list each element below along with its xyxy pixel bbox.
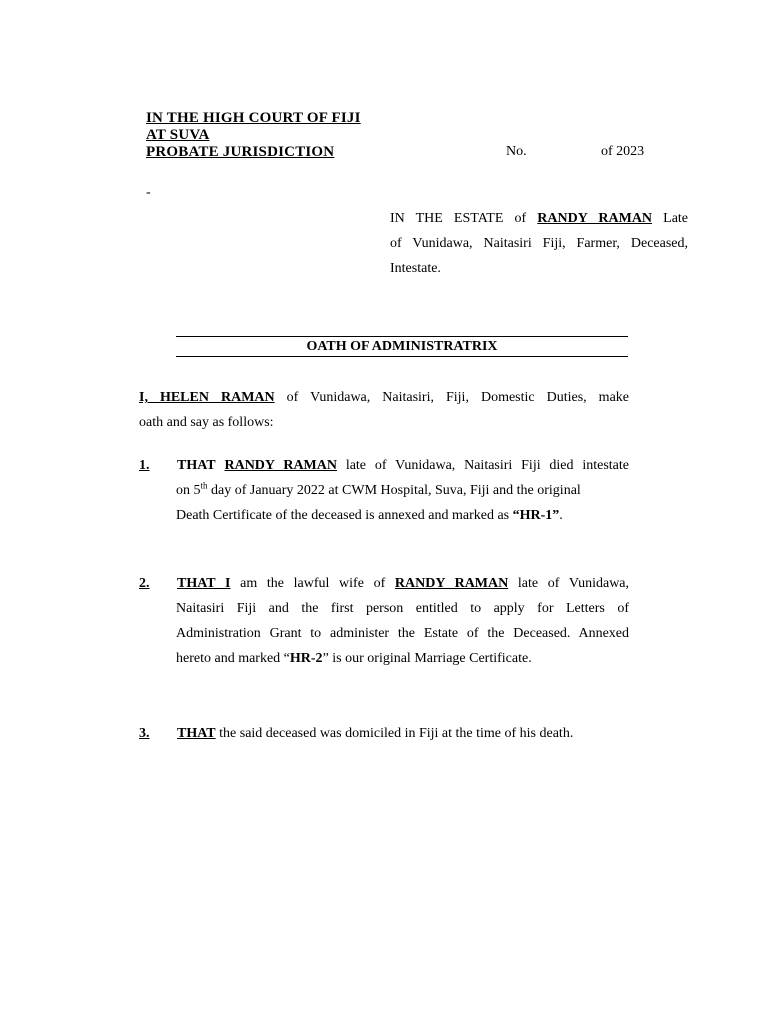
court-location: AT SUVA bbox=[146, 127, 210, 143]
paragraph-2-annex-rest: ” is our original Marriage Certificate. bbox=[322, 651, 532, 666]
paragraph-1-line-3 bbox=[176, 503, 563, 528]
deponent-name: I, HELEN RAMAN bbox=[139, 390, 275, 405]
case-year-label: of 2023 bbox=[601, 144, 645, 159]
estate-prefix: IN THE ESTATE of bbox=[390, 211, 527, 226]
court-name: IN THE HIGH COURT OF FIJI bbox=[146, 110, 361, 126]
document-title: OATH OF ADMINISTRATRIX bbox=[306, 339, 498, 354]
paragraph-1-date-rest: day of January 2022 at CWM Hospital, Suva, Fiji and the original bbox=[207, 483, 581, 498]
intro-rest: of Vunidawa, Naitasiri, Fiji, Domestic Duties, make bbox=[286, 390, 630, 405]
paragraph-2-text-a: am the lawful wife of bbox=[240, 576, 386, 591]
paragraph-3-number: 3. bbox=[139, 726, 150, 741]
estate-line-3: Intestate. bbox=[390, 261, 441, 276]
intro-line-2: oath and say as follows: bbox=[139, 415, 274, 430]
deceased-name: RANDY RAMAN bbox=[537, 211, 653, 226]
paragraph-2-that: THAT I bbox=[177, 576, 231, 591]
title-rule-top bbox=[176, 336, 628, 337]
paragraph-2-annex-text: hereto and marked “ bbox=[176, 651, 290, 666]
paragraph-2-text-b: late of Vunidawa, bbox=[517, 576, 630, 591]
paragraph-2-line-2: Naitasiri Fiji and the first person entitled to apply for Letters of bbox=[176, 601, 629, 616]
paragraph-1-date-suffix: th bbox=[200, 480, 208, 491]
paragraph-1-annex-mark: “HR-1” bbox=[512, 508, 560, 523]
paragraph-1-line-2 bbox=[176, 478, 629, 503]
estate-line-1 bbox=[390, 206, 688, 231]
paragraph-1-annex-text: Death Certificate of the deceased is annexed and marked as bbox=[176, 508, 513, 523]
paragraph-1-date-text: on 5 bbox=[176, 483, 201, 498]
intro-line-1 bbox=[139, 385, 629, 410]
paragraph-1-text: late of Vunidawa, Naitasiri Fiji died intestate bbox=[345, 458, 629, 473]
paragraph-3-that: THAT bbox=[177, 726, 216, 741]
paragraph-1-deceased-name: RANDY RAMAN bbox=[224, 458, 337, 473]
court-jurisdiction: PROBATE JURISDICTION bbox=[146, 144, 335, 160]
paragraph-1-line-1 bbox=[139, 453, 629, 478]
paragraph-2-line-3: Administration Grant to administer the Estate of the Deceased. Annexed bbox=[176, 626, 629, 641]
case-number-label: No. bbox=[506, 144, 527, 159]
paragraph-1-end: . bbox=[559, 508, 563, 523]
estate-line-2: of Vunidawa, Naitasiri Fiji, Farmer, Deceased, bbox=[390, 236, 688, 251]
paragraph-2-line-4 bbox=[176, 646, 532, 671]
title-rule-bottom bbox=[176, 356, 628, 357]
paragraph-2-deceased-name: RANDY RAMAN bbox=[394, 576, 509, 591]
estate-late: Late bbox=[663, 211, 689, 226]
paragraph-2-annex-mark: HR-2 bbox=[289, 651, 323, 666]
paragraph-3-line-1 bbox=[139, 721, 573, 746]
paragraph-2-line-1 bbox=[139, 571, 629, 596]
paragraph-1-number: 1. bbox=[139, 458, 150, 473]
paragraph-1-that: THAT bbox=[177, 458, 216, 473]
paragraph-2-number: 2. bbox=[139, 576, 150, 591]
dash-mark: - bbox=[146, 185, 151, 200]
paragraph-3-text: the said deceased was domiciled in Fiji at the time of his death. bbox=[215, 726, 574, 741]
